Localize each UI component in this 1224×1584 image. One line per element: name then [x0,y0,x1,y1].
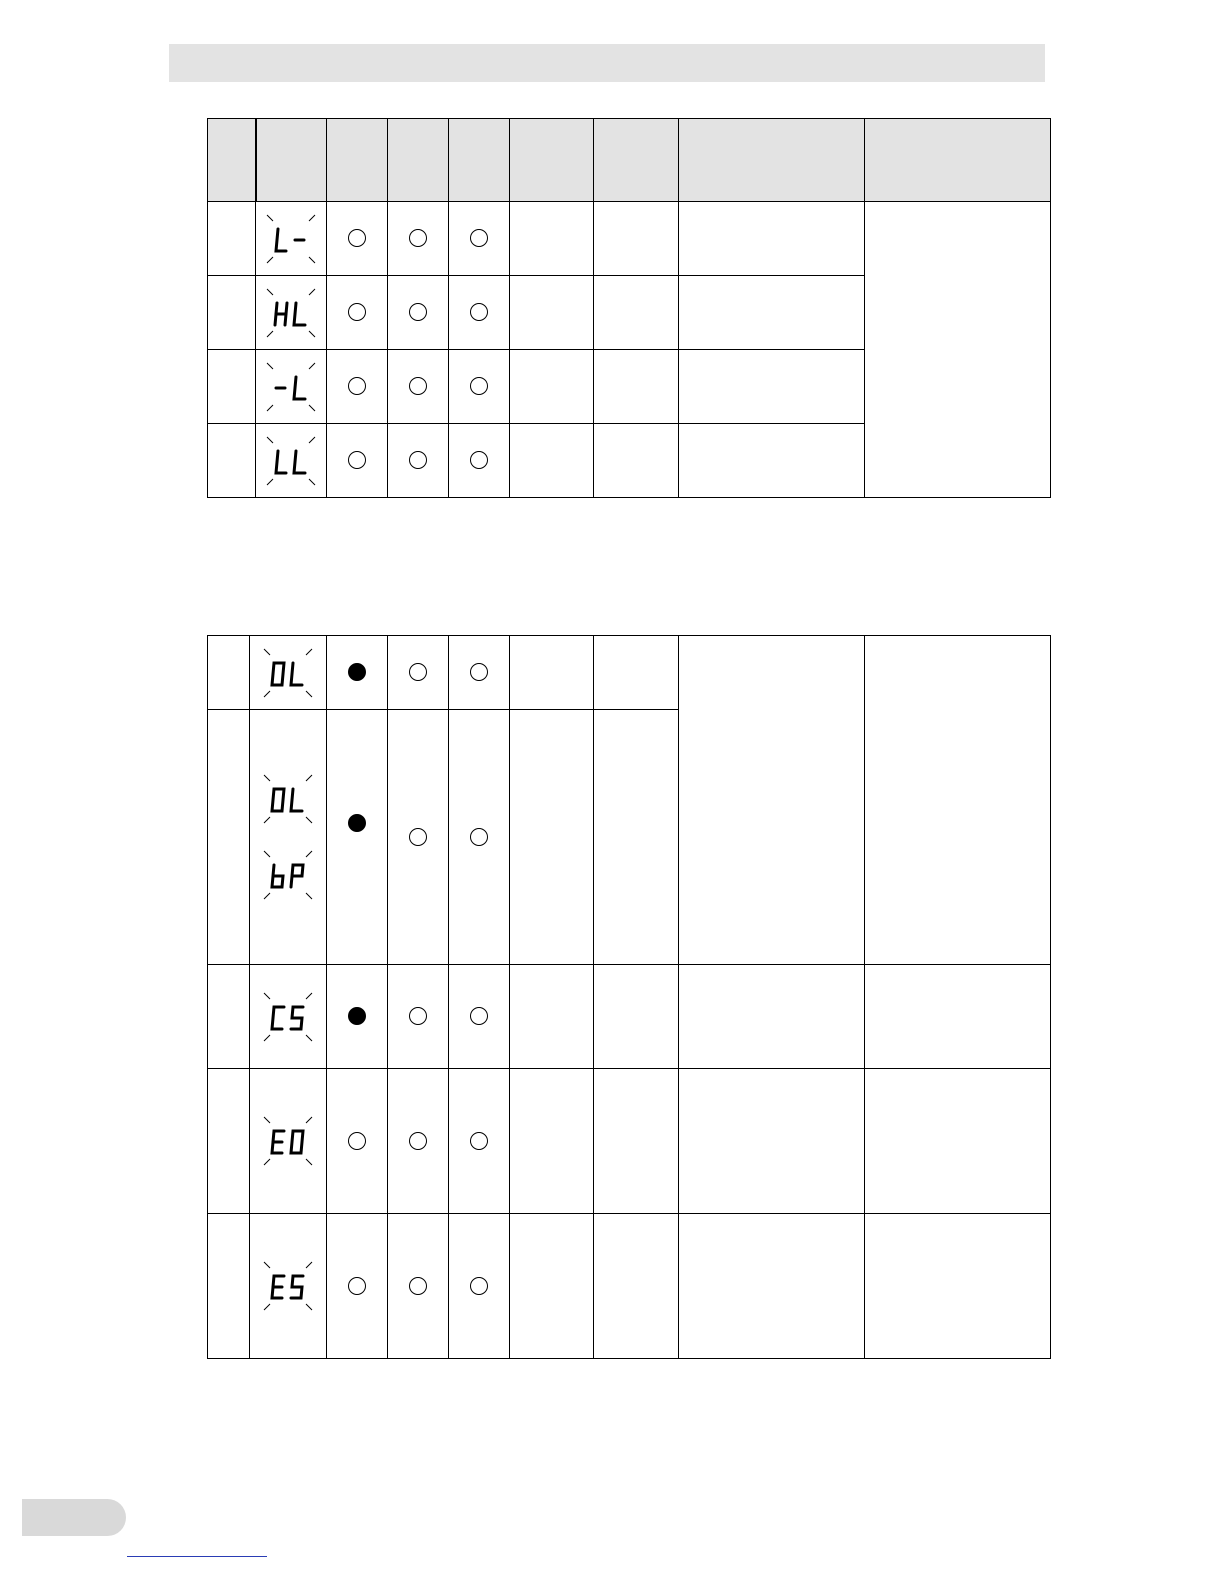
display-cell [250,965,327,1069]
header-cell [865,119,1051,202]
blank-cell [679,1069,865,1214]
display-code-table-2 [207,635,1051,1359]
header-cell [449,119,510,202]
table-row [208,1069,1051,1214]
table-row [208,202,1051,276]
lamp-off-icon [409,1132,427,1150]
lamp-cell [388,276,449,350]
blank-cell [510,636,594,710]
blank-cell [510,424,594,498]
lamp-on-icon [348,1007,366,1025]
blank-cell [865,965,1051,1069]
lamp-cell [449,350,510,424]
lamp-off-icon [348,451,366,469]
blank-cell [594,710,679,965]
header-cell [679,119,865,202]
blank-cell [594,1214,679,1359]
lamp-cell [449,276,510,350]
blinking-display-HL-icon [265,287,317,339]
number-cell [208,965,250,1069]
lamp-cell [388,424,449,498]
lamp-cell [449,202,510,276]
lamp-cell [327,710,388,965]
blank-cell [594,424,679,498]
blank-merged-cell [865,636,1051,965]
lamp-off-icon [470,1132,488,1150]
blinking-display-L-dash-icon [265,213,317,265]
number-cell [208,1069,250,1214]
blinking-display-E0-icon [262,1115,314,1167]
lamp-off-icon [470,663,488,681]
lamp-cell [327,636,388,710]
lamp-cell [388,710,449,965]
number-cell [208,1214,250,1359]
blinking-display-C5-icon [262,991,314,1043]
lamp-on-icon [348,814,366,832]
lamp-cell [327,350,388,424]
lamp-off-icon [470,1277,488,1295]
lamp-cell [449,636,510,710]
table-row [208,965,1051,1069]
lamp-cell [449,965,510,1069]
lamp-cell [388,965,449,1069]
display-cell [250,710,327,965]
blank-cell [865,1214,1051,1359]
lamp-off-icon [348,1277,366,1295]
blank-merged-cell [865,202,1051,498]
table-header-row [208,119,1051,202]
display-cell [256,350,327,424]
display-cell [250,636,327,710]
lamp-off-icon [470,377,488,395]
lamp-cell [388,636,449,710]
display-cell [250,1069,327,1214]
header-cell [594,119,679,202]
number-cell [208,424,256,498]
blinking-display-E5-icon [262,1260,314,1312]
lamp-off-icon [470,828,488,846]
lamp-off-icon [409,663,427,681]
lamp-off-icon [470,229,488,247]
blank-cell [679,276,865,350]
blinking-display-LL-icon [265,435,317,487]
lamp-off-icon [348,303,366,321]
blank-cell [594,350,679,424]
number-cell [208,350,256,424]
blank-cell [594,1069,679,1214]
number-cell [208,710,250,965]
display-cell [256,424,327,498]
blinking-display-0L-icon [262,647,314,699]
blank-cell [510,276,594,350]
lamp-off-icon [409,451,427,469]
lamp-off-icon [470,451,488,469]
lamp-cell [327,424,388,498]
lamp-cell [327,276,388,350]
lamp-cell [388,350,449,424]
blank-cell [594,636,679,710]
lamp-off-icon [409,828,427,846]
number-cell [208,202,256,276]
lamp-cell [449,710,510,965]
lamp-cell [388,1214,449,1359]
lamp-off-icon [348,229,366,247]
blank-cell [510,965,594,1069]
lamp-cell [327,1069,388,1214]
blank-cell [510,1069,594,1214]
lamp-cell [449,424,510,498]
table-row [208,636,1051,710]
lamp-cell [449,1069,510,1214]
blank-merged-cell [679,636,865,965]
footer-link-underline[interactable] [127,1556,267,1557]
display-code-table-1 [207,118,1051,498]
lamp-cell [327,202,388,276]
lamp-cell [327,1214,388,1359]
blank-cell [679,202,865,276]
lamp-off-icon [470,303,488,321]
display-cell [250,1214,327,1359]
number-cell [208,636,250,710]
blank-cell [679,350,865,424]
header-cell [208,119,256,202]
lamp-cell [388,202,449,276]
display-cell [256,276,327,350]
blank-cell [594,965,679,1069]
header-cell [388,119,449,202]
lamp-off-icon [409,303,427,321]
lamp-on-icon [348,663,366,681]
lamp-off-icon [409,229,427,247]
header-cell [256,119,327,202]
blank-cell [594,202,679,276]
display-cell [256,202,327,276]
blank-cell [865,1069,1051,1214]
blank-cell [510,1214,594,1359]
lamp-off-icon [409,1007,427,1025]
blank-cell [510,350,594,424]
blinking-display-bP-icon [262,849,314,901]
header-cell [510,119,594,202]
lamp-off-icon [470,1007,488,1025]
lamp-off-icon [348,1132,366,1150]
blank-cell [510,202,594,276]
blank-cell [510,710,594,965]
table-row [208,1214,1051,1359]
blank-cell [594,276,679,350]
lamp-cell [327,965,388,1069]
header-cell [327,119,388,202]
lamp-off-icon [348,377,366,395]
blinking-display-dash-L-icon [265,361,317,413]
lamp-off-icon [409,377,427,395]
lamp-cell [388,1069,449,1214]
lamp-cell [449,1214,510,1359]
blank-cell [679,965,865,1069]
page-number-tab [22,1499,126,1536]
section-header-bar [169,44,1045,82]
blank-cell [679,1214,865,1359]
number-cell [208,276,256,350]
blinking-display-0L-icon [262,773,314,825]
lamp-off-icon [409,1277,427,1295]
blank-cell [679,424,865,498]
